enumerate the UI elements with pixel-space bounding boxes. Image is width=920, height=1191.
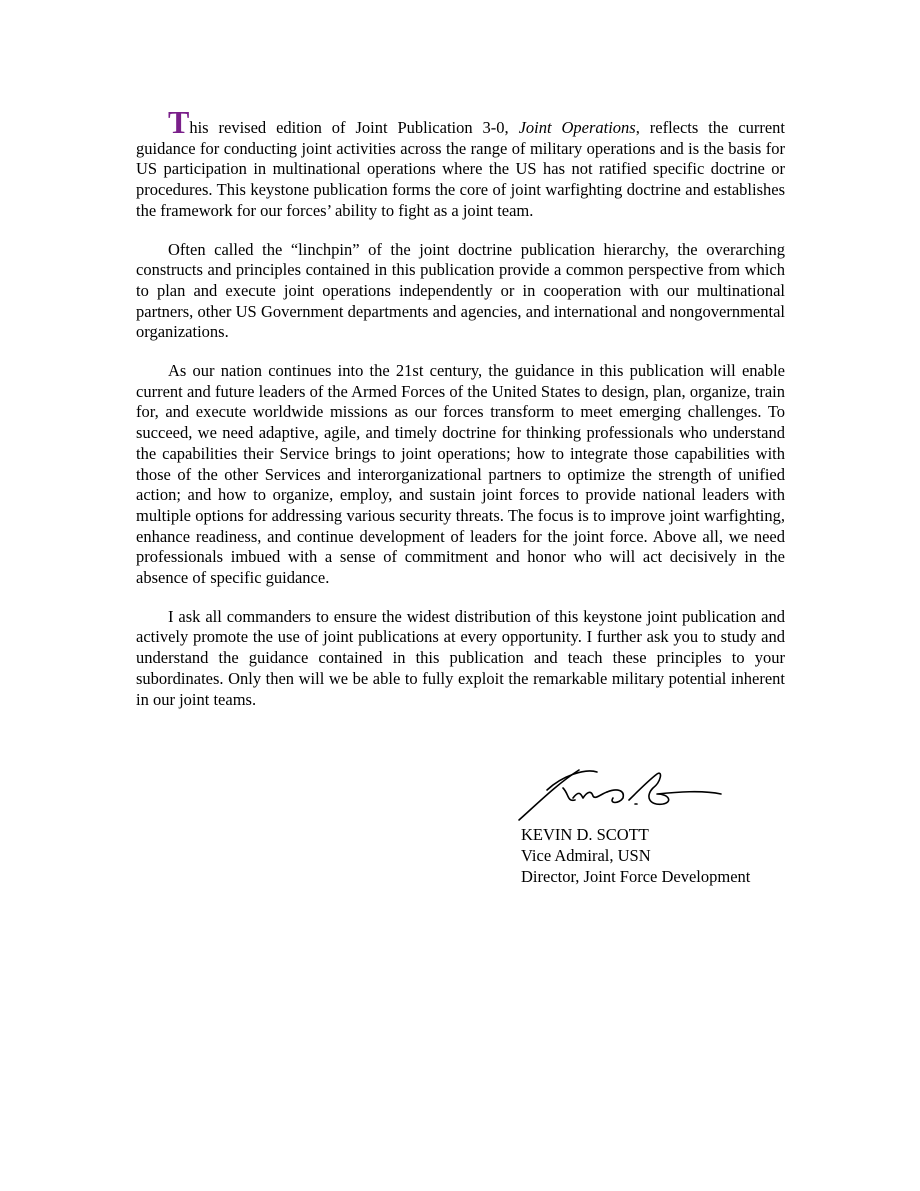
publication-title: Joint Operations — [518, 118, 636, 137]
letter-body — [136, 104, 785, 728]
signatory-position: Director, Joint Force Development — [521, 867, 751, 886]
signatory-rank: Vice Admiral, USN — [521, 846, 651, 865]
signature-block — [521, 764, 821, 887]
paragraph-2: Often called the “linchpin” of the joint doctrine publication hierarchy, the overarching constructs and principles contained in this publication provide a common perspective from which to plan and execute joint operations independently or in cooperation with our multinational partners, other US Government departments and agencies, and international and nongovernmental organizations. — [136, 239, 785, 342]
drop-cap: T — [168, 104, 190, 140]
paragraph-1-text-before-title: his revised edition of Joint Publication 3-0, — [189, 118, 519, 137]
paragraph-4: I ask all commanders to ensure the widest distribution of this keystone joint publication and actively promote the use of joint publications at every opportunity. I further ask you to study and understand the guidance contained in this publication and teach these principles to your subordinates. Only then will we be able to fully exploit the remarkable military potential inherent in our joint teams. — [136, 606, 785, 709]
paragraph-1-text-after-title: , reflects the current guidance for conducting joint activities across the range of military operations and is the basis for US participation in multinational operations where the US has not ratified specific doctrine or procedures. This keystone publication forms the core of joint warfighting doctrine and establishes the framework for our forces’ ability to fight as a joint team. — [136, 118, 785, 220]
signatory-name: KEVIN D. SCOTT — [521, 825, 649, 844]
paragraph-1 — [136, 104, 785, 222]
paragraph-3: As our nation continues into the 21st century, the guidance in this publication will enable current and future leaders of the Armed Forces of the United States to design, plan, organize, train for, and execute worldwide missions as our forces transform to meet emerging challenges. To succeed, we need adaptive, agile, and timely doctrine for thinking professionals who understand the capabilities their Service brings to joint operations; how to integrate those capabilities with those of the other Services and interorganizational partners to optimize the strength of unified action; and how to organize, employ, and sustain joint forces to provide national leaders with multiple options for addressing various security threats. The focus is to improve joint warfighting, enhance readiness, and continue development of leaders for the joint force. Above all, we need professionals imbued with a sense of commitment and honor who will act decisively in the absence of specific guidance. — [136, 361, 785, 588]
handwritten-signature — [517, 764, 727, 824]
